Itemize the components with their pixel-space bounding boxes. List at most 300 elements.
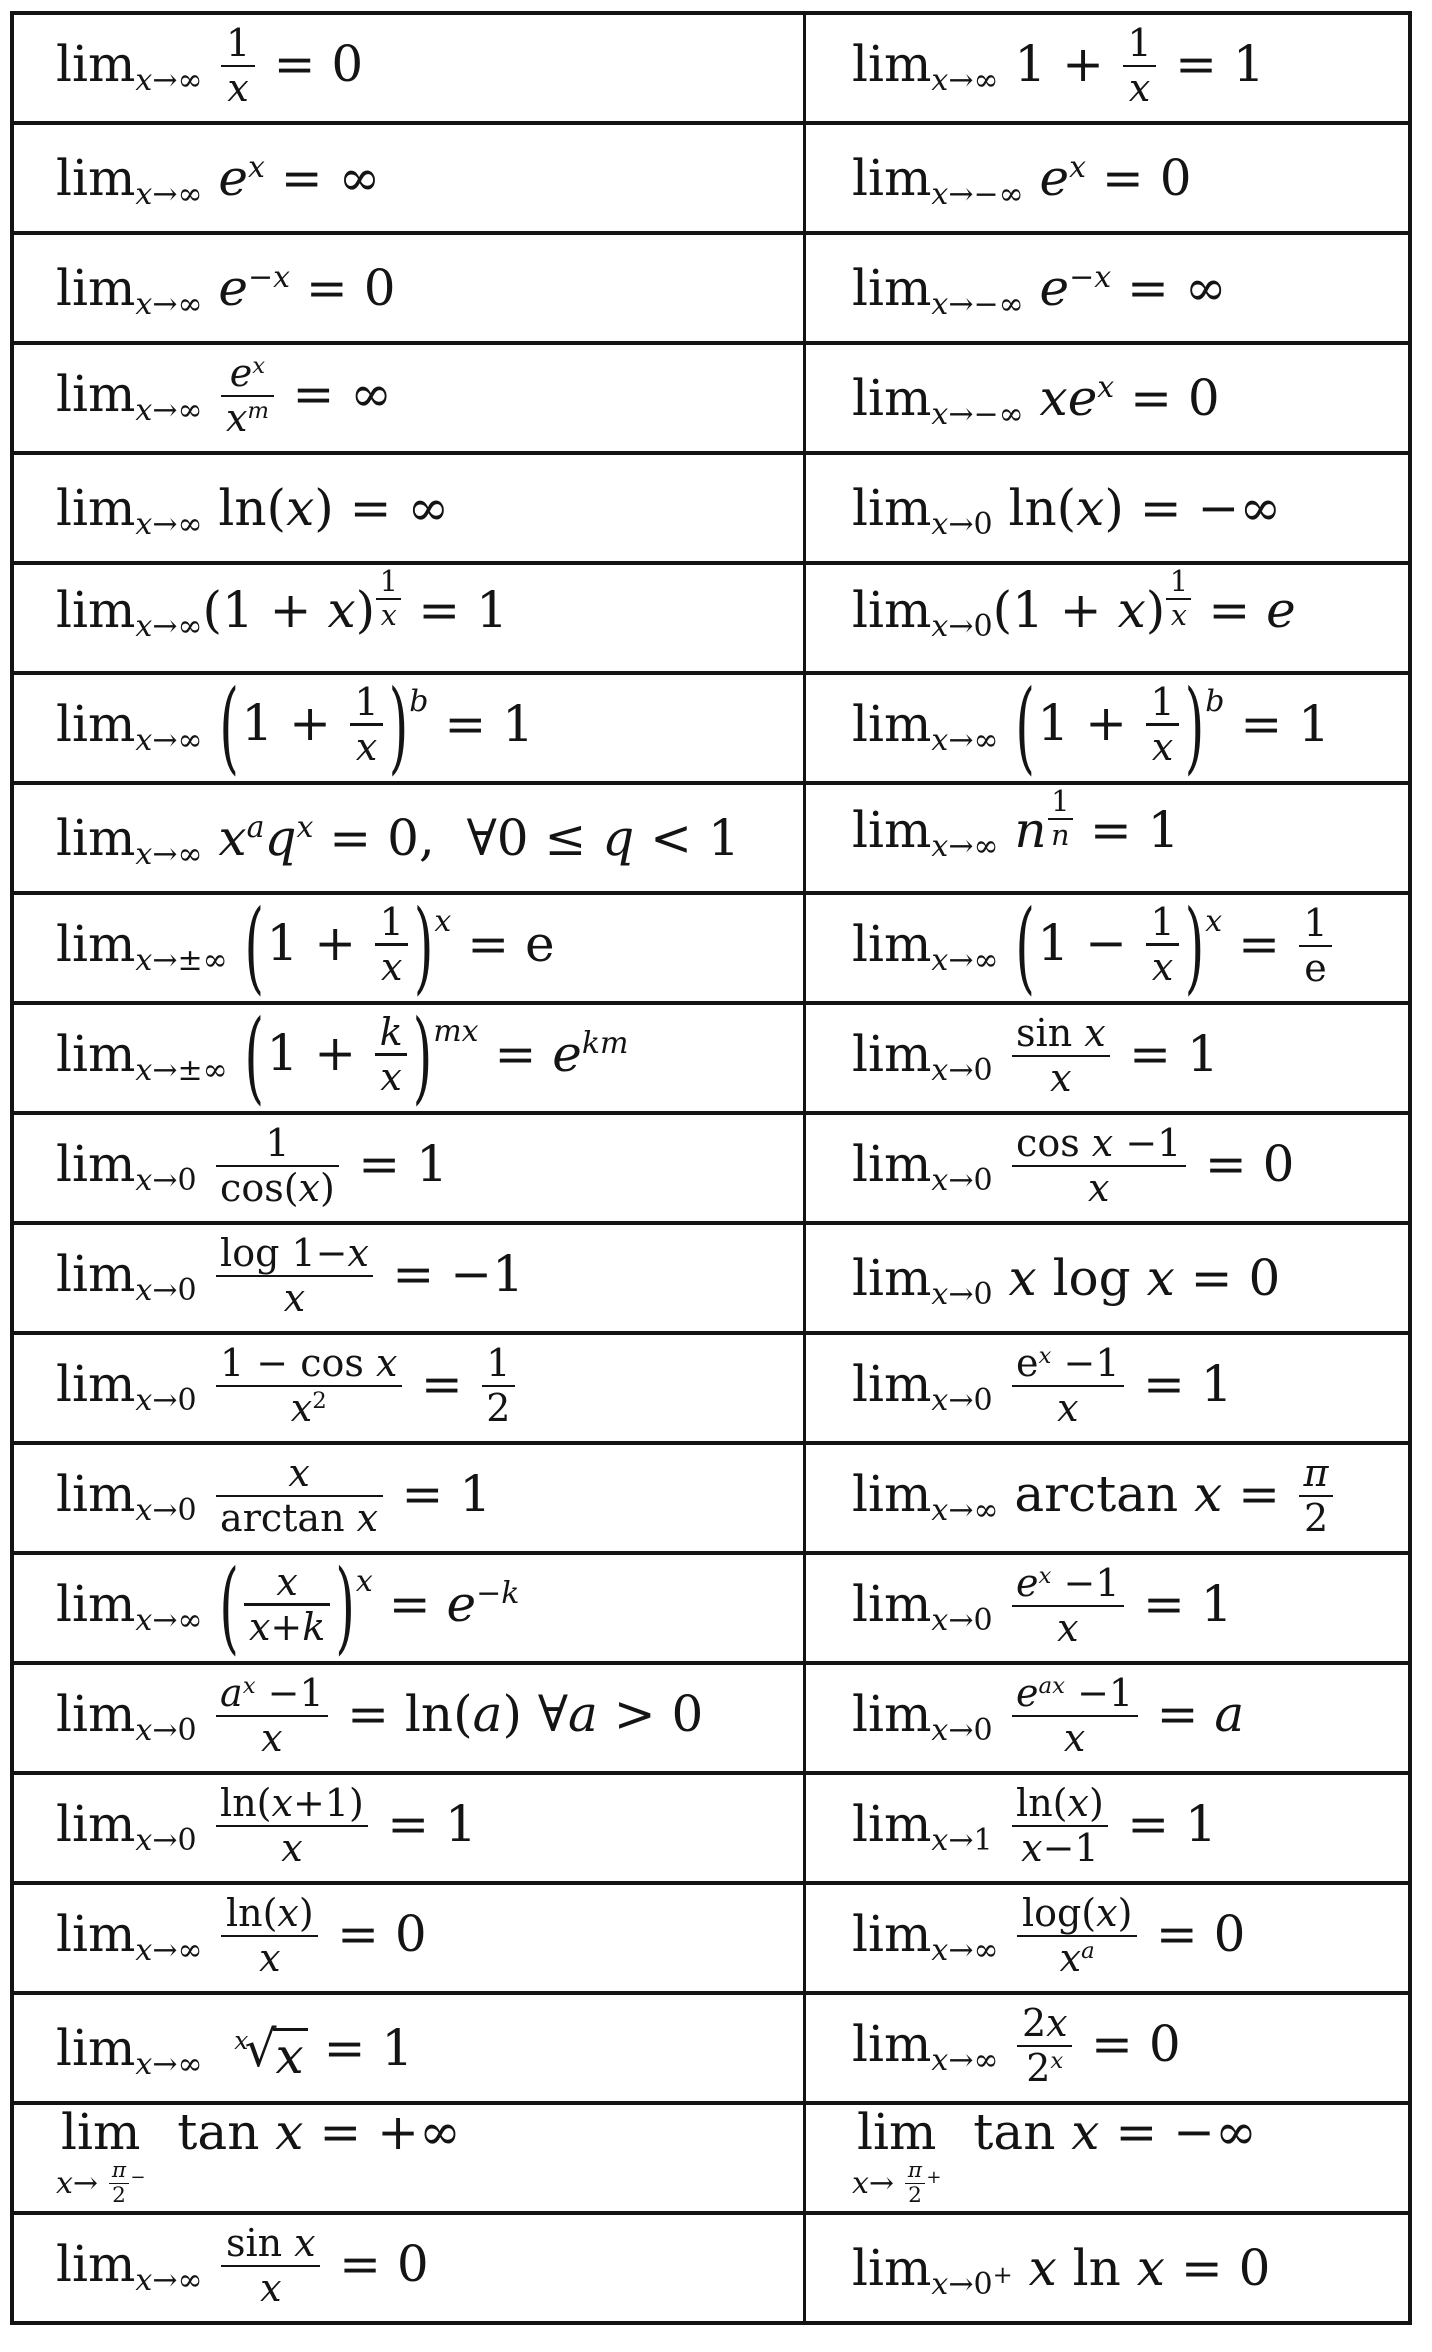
roman-text — [1024, 149, 1040, 207]
roman-text — [202, 149, 218, 207]
roman-text: lim — [56, 1575, 136, 1633]
roman-text: ) ∀ — [502, 1685, 569, 1743]
formula — [56, 149, 381, 212]
fraction-denominator — [1299, 1497, 1332, 1540]
subscript — [931, 723, 998, 758]
italic-text: x — [135, 2263, 153, 2298]
italic-text: x — [227, 66, 249, 111]
paren-content — [265, 1009, 412, 1101]
italic-text: x — [931, 507, 949, 542]
subscript — [135, 1163, 196, 1198]
roman-text: ln( — [220, 1781, 272, 1826]
fraction-denominator — [351, 726, 382, 769]
italic-text: x — [1028, 2239, 1057, 2297]
limits-table — [10, 11, 1412, 2325]
formula-cell-left — [14, 2215, 806, 2321]
roman-text: lim — [61, 2105, 141, 2161]
superscript — [1039, 1343, 1052, 1369]
subscript — [135, 1823, 196, 1858]
fraction — [482, 1342, 515, 1430]
formula — [56, 2107, 461, 2210]
superscript — [1081, 1938, 1095, 1964]
roman-text: lim — [852, 800, 932, 859]
roman-text: →0 — [948, 1383, 993, 1418]
big-paren: ) — [412, 1005, 433, 1111]
big-paren: ( — [1015, 895, 1035, 1001]
roman-text: sin — [225, 2221, 295, 2266]
fraction-denominator — [221, 397, 273, 440]
italic-text: x — [296, 810, 314, 845]
roman-text: sin — [1016, 1011, 1085, 1056]
roman-text: →0 — [948, 1163, 993, 1198]
roman-text — [197, 1795, 213, 1853]
superscript — [1050, 2048, 1063, 2074]
roman-text: 1 — [1303, 901, 1328, 946]
italic-text: b — [1205, 684, 1225, 719]
superscript — [243, 1673, 256, 1699]
under-subscript — [852, 2157, 942, 2210]
italic-text: x — [1057, 1386, 1079, 1431]
roman-text: lim — [56, 365, 136, 423]
roman-text: log( — [1021, 1891, 1097, 1936]
italic-text: a — [246, 810, 265, 845]
italic-text: x — [1205, 904, 1223, 939]
formula-cell-left — [14, 1335, 806, 1441]
italic-text: x — [931, 1603, 949, 1638]
subscript — [135, 393, 202, 428]
italic-text: x — [1050, 2047, 1064, 2074]
italic-text: e — [229, 351, 253, 396]
roman-text — [202, 2235, 218, 2293]
fraction-denominator — [906, 2184, 925, 2208]
table-row — [14, 891, 1408, 1001]
superscript — [1069, 150, 1086, 185]
roman-text: cos — [1016, 1121, 1092, 1166]
superscript — [375, 565, 402, 633]
fraction-numerator — [1012, 1562, 1125, 1605]
roman-text: = — [404, 1355, 479, 1413]
roman-text: = — [372, 1575, 447, 1633]
table-row — [14, 2211, 1408, 2321]
subscript — [931, 507, 992, 542]
table-row — [14, 15, 1408, 121]
roman-text: 1 — [225, 21, 251, 66]
roman-text: −1 — [1051, 1341, 1120, 1386]
formula — [852, 1561, 1233, 1652]
fraction-numerator — [482, 1342, 515, 1385]
roman-text: lim — [56, 479, 136, 537]
formula — [852, 1121, 1295, 1212]
fraction — [221, 2222, 320, 2310]
roman-text — [202, 809, 218, 867]
italic-text: x — [931, 1277, 949, 1312]
formula — [56, 1781, 477, 1872]
roman-text: (1 + — [992, 580, 1118, 639]
roman-text: →0 — [152, 1493, 197, 1528]
fraction — [216, 1342, 402, 1430]
fraction-numerator — [1012, 1782, 1109, 1825]
roman-text: = −1 — [376, 1245, 524, 1303]
table-row — [14, 1881, 1408, 1991]
paren-content — [240, 1559, 334, 1651]
formula-cell-left — [14, 2105, 806, 2211]
superscript — [1047, 785, 1074, 853]
italic-text: x — [380, 944, 403, 989]
roman-text: lim — [56, 35, 136, 93]
formula — [56, 809, 740, 872]
italic-text: x — [1069, 150, 1087, 185]
formula-cell-left — [14, 235, 806, 341]
roman-text: lim — [852, 35, 932, 93]
roman-text: = 1 — [371, 1795, 477, 1853]
subscript — [931, 1933, 998, 1968]
fraction-numerator — [221, 2222, 320, 2265]
formula-cell-left — [14, 895, 806, 1001]
formula-cell-right — [806, 1115, 1408, 1221]
formula-cell-right — [806, 785, 1408, 891]
roman-text: lim — [56, 695, 136, 753]
italic-text: x — [135, 608, 153, 644]
roman-text: →∞ — [152, 1933, 203, 1968]
italic-text: k — [501, 1576, 520, 1611]
roman-text: →∞ — [948, 2043, 999, 2078]
roman-text: →0 — [152, 1163, 197, 1198]
roman-text: →0 — [948, 1603, 993, 1638]
superscript — [296, 810, 313, 845]
roman-text: ) = −∞ — [1104, 479, 1282, 537]
paren-content — [240, 679, 388, 771]
roman-text: ) — [1088, 1781, 1104, 1826]
table-row — [14, 1001, 1408, 1111]
roman-text: →∞ — [152, 608, 203, 644]
roman-text: = 0 — [1075, 2015, 1181, 2073]
formula-cell-left — [14, 345, 806, 451]
roman-text: − — [476, 1576, 502, 1611]
roman-text — [1024, 369, 1040, 427]
formula — [852, 2239, 1271, 2302]
formula — [56, 259, 396, 322]
italic-text: x — [135, 1603, 153, 1638]
fraction-denominator — [223, 67, 254, 110]
roman-text: −1 — [1051, 1561, 1120, 1606]
subscript — [931, 1493, 998, 1528]
italic-text: x — [135, 1383, 153, 1418]
roman-text: −1 — [1113, 1121, 1182, 1166]
subscript — [931, 1383, 992, 1418]
fraction — [216, 1122, 340, 1210]
italic-text: ax — [1038, 1672, 1065, 1699]
superscript — [1039, 1673, 1065, 1699]
table-row — [14, 781, 1408, 891]
fraction-numerator — [216, 1782, 369, 1825]
roman-text: e — [1304, 946, 1327, 991]
roman-text: ln( — [202, 479, 287, 537]
roman-text: = 1 — [1127, 1575, 1233, 1633]
parenthesized-group — [1014, 895, 1205, 1001]
roman-text: 1 + — [1037, 693, 1143, 752]
formula — [56, 351, 392, 442]
roman-text: = 0, ∀0 ≤ — [313, 809, 603, 867]
roman-text — [993, 1795, 1009, 1853]
fraction — [1017, 1892, 1137, 1980]
superscript — [247, 810, 265, 845]
subscript — [135, 1603, 202, 1638]
roman-text: −1 — [1042, 1826, 1099, 1871]
fraction — [1146, 681, 1179, 769]
roman-text: →0 — [948, 2267, 993, 2302]
italic-text: x — [294, 2221, 316, 2266]
italic-text: x — [259, 1936, 281, 1981]
roman-text: + — [992, 2261, 1013, 2290]
formula-cell-right — [806, 125, 1408, 231]
fraction-numerator — [272, 1561, 303, 1604]
fraction-denominator — [244, 1606, 329, 1649]
fraction-numerator — [216, 1232, 374, 1275]
formula-cell-right — [806, 235, 1408, 341]
roman-text: = ln( — [331, 1685, 473, 1743]
fraction — [1299, 1452, 1333, 1540]
fraction-numerator — [1299, 1452, 1333, 1495]
roman-text: tan — [145, 2105, 276, 2161]
roman-text: < 1 — [634, 809, 740, 867]
fraction-denominator — [1048, 820, 1073, 852]
formula-cell-left — [14, 15, 806, 121]
formula-cell-right — [806, 2105, 1408, 2211]
fraction — [1012, 1782, 1109, 1870]
fraction-numerator — [221, 1892, 318, 1935]
subscript — [135, 1383, 196, 1418]
italic-text: x — [276, 1559, 298, 1604]
roman-text: lim — [852, 2239, 932, 2297]
superscript — [433, 1014, 478, 1049]
roman-text: 1 + — [266, 913, 373, 972]
italic-text: x — [135, 393, 153, 428]
roman-text: 1 — [1051, 785, 1070, 819]
fraction — [109, 2159, 128, 2209]
italic-text: x — [1097, 370, 1115, 405]
fraction — [216, 1672, 329, 1760]
italic-text: e — [1266, 580, 1296, 639]
big-paren: ) — [1184, 895, 1205, 1001]
roman-text: lim — [852, 1025, 932, 1083]
formula-cell-left — [14, 1225, 806, 1331]
roman-text: = 1 — [342, 1135, 448, 1193]
italic-text: x — [1170, 599, 1187, 633]
roman-text: = 0 — [1086, 149, 1192, 207]
roman-text — [998, 801, 1014, 859]
roman-text: →∞ — [152, 63, 203, 98]
subscript — [931, 609, 992, 644]
subscript — [135, 1053, 227, 1088]
fraction-numerator — [109, 2159, 128, 2183]
big-paren: ) — [413, 895, 434, 1001]
fraction-numerator — [216, 1672, 329, 1715]
italic-text: x — [1021, 1826, 1043, 1871]
italic-text: x — [260, 2266, 282, 2311]
fraction-numerator — [261, 1122, 294, 1165]
italic-text: x — [931, 1163, 949, 1198]
roman-text — [993, 1575, 1009, 1633]
superscript — [993, 2261, 1013, 2289]
roman-text: +1) — [292, 1781, 364, 1826]
italic-text: x — [931, 828, 949, 864]
roman-text: = — [1222, 915, 1296, 973]
formula-cell-left — [14, 1445, 806, 1551]
roman-text: 1 — [1169, 565, 1188, 599]
italic-text: e — [218, 259, 248, 317]
roman-text: →∞ — [948, 1933, 999, 1968]
italic-text: x — [277, 1891, 299, 1936]
fraction-numerator — [1017, 1892, 1137, 1935]
italic-text: x — [286, 479, 315, 537]
italic-text: x — [931, 1933, 949, 1968]
formula — [56, 479, 450, 542]
italic-text: a — [568, 1685, 598, 1743]
roman-text: lim — [56, 1685, 136, 1743]
big-paren: ( — [219, 675, 239, 781]
formula-cell-right — [806, 1665, 1408, 1771]
superscript — [582, 1026, 629, 1061]
fraction-denominator — [257, 1717, 288, 1760]
fraction-denominator — [1059, 1717, 1090, 1760]
roman-text: − — [130, 2167, 146, 2189]
formula-cell-left — [14, 1995, 806, 2101]
roman-text — [202, 1905, 218, 1963]
subscript — [931, 2261, 1013, 2302]
formula — [56, 1005, 629, 1111]
table-row — [14, 1991, 1408, 2101]
table-row — [14, 341, 1408, 451]
nth-root — [234, 2019, 307, 2085]
superscript — [247, 398, 269, 424]
italic-text: x — [1084, 1011, 1106, 1056]
italic-text: x — [1128, 66, 1151, 111]
roman-text: = 1 — [402, 580, 508, 639]
formula — [852, 675, 1330, 781]
italic-text: x — [283, 1276, 306, 1321]
roman-text: lim — [852, 1685, 932, 1743]
italic-text: x — [1008, 1249, 1037, 1307]
roman-text: = 0 — [257, 35, 364, 93]
italic-text: e — [1016, 1671, 1039, 1716]
roman-text: ) — [355, 580, 376, 639]
italic-text: x — [234, 2025, 249, 2055]
fraction-denominator — [1053, 1607, 1084, 1650]
fraction-denominator — [1147, 946, 1178, 989]
paren-content — [1036, 679, 1184, 771]
italic-text: x — [1091, 1121, 1114, 1166]
fraction — [1299, 902, 1332, 990]
italic-text: x — [375, 1341, 398, 1386]
fraction-denominator — [1053, 1387, 1084, 1430]
roman-text — [998, 915, 1014, 973]
superscript — [130, 2167, 145, 2188]
big-paren: ( — [1015, 675, 1035, 781]
roman-text: lim — [852, 149, 932, 207]
roman-text: + — [270, 1604, 303, 1649]
roman-text: = 0 — [1174, 1249, 1281, 1307]
italic-text: x — [355, 1564, 373, 1599]
subscript — [135, 287, 202, 322]
fraction — [1012, 1562, 1125, 1650]
italic-text: x — [135, 837, 153, 872]
roman-text: lim — [56, 259, 136, 317]
fraction-numerator — [905, 2159, 924, 2183]
italic-text: a — [1081, 1937, 1095, 1964]
formula — [56, 1555, 520, 1661]
fraction — [1012, 1122, 1186, 1210]
fraction-numerator — [284, 1452, 315, 1495]
parenthesized-group — [218, 1555, 356, 1661]
fraction-denominator — [286, 1387, 331, 1430]
roman-text: 1 — [265, 1121, 290, 1166]
italic-text: e — [218, 149, 248, 207]
italic-text: x — [135, 2047, 153, 2082]
roman-text: lim — [852, 1795, 932, 1853]
table-row — [14, 561, 1408, 671]
subscript — [931, 63, 998, 98]
subscript — [931, 287, 1023, 322]
roman-text: 1 — [379, 565, 398, 599]
italic-text: e — [446, 1575, 477, 1633]
italic-text: x — [355, 724, 378, 769]
formula-cell-right — [806, 1775, 1408, 1881]
subscript — [931, 177, 1023, 212]
roman-text: = 0 — [323, 2235, 429, 2293]
fraction-numerator — [221, 22, 254, 65]
radicand — [273, 2028, 308, 2084]
italic-text: x — [273, 260, 291, 295]
roman-text: lim — [857, 2105, 937, 2161]
subscript — [931, 829, 998, 864]
roman-text: = −∞ — [1099, 2105, 1257, 2161]
roman-text: →∞ — [152, 177, 203, 212]
italic-text: x — [275, 2105, 304, 2161]
superscript — [1165, 565, 1192, 633]
italic-text: x — [931, 63, 949, 98]
italic-text: x — [247, 150, 265, 185]
big-paren: ( — [244, 895, 265, 1001]
roman-text: lim — [852, 915, 932, 973]
italic-text: x — [135, 1713, 153, 1748]
roman-text: lim — [852, 580, 932, 639]
roman-text: − — [1069, 260, 1095, 295]
superscript — [248, 260, 290, 295]
roman-text: > 0 — [597, 1685, 704, 1743]
roman-text — [998, 2015, 1014, 2073]
roman-text — [197, 1245, 213, 1303]
formula — [56, 1671, 704, 1762]
italic-text: km — [581, 1026, 629, 1061]
fraction — [905, 2159, 924, 2209]
formula — [852, 1891, 1246, 1982]
fraction-numerator — [1012, 1012, 1111, 1055]
roman-text: 2 — [1021, 2001, 1047, 2046]
formula — [56, 1121, 448, 1212]
roman-text — [197, 1355, 213, 1413]
fraction — [1123, 22, 1156, 110]
italic-text: x — [1151, 944, 1174, 989]
superscript — [476, 1576, 519, 1611]
roman-text: →∞ — [152, 393, 203, 428]
roman-text: →∞ — [948, 828, 999, 864]
formula — [852, 1341, 1233, 1432]
formula — [852, 1011, 1219, 1102]
roman-text: ln( — [225, 1891, 278, 1936]
roman-text: →0 — [948, 608, 993, 644]
italic-text: x — [1057, 1606, 1079, 1651]
fraction-denominator — [1055, 1937, 1099, 1980]
